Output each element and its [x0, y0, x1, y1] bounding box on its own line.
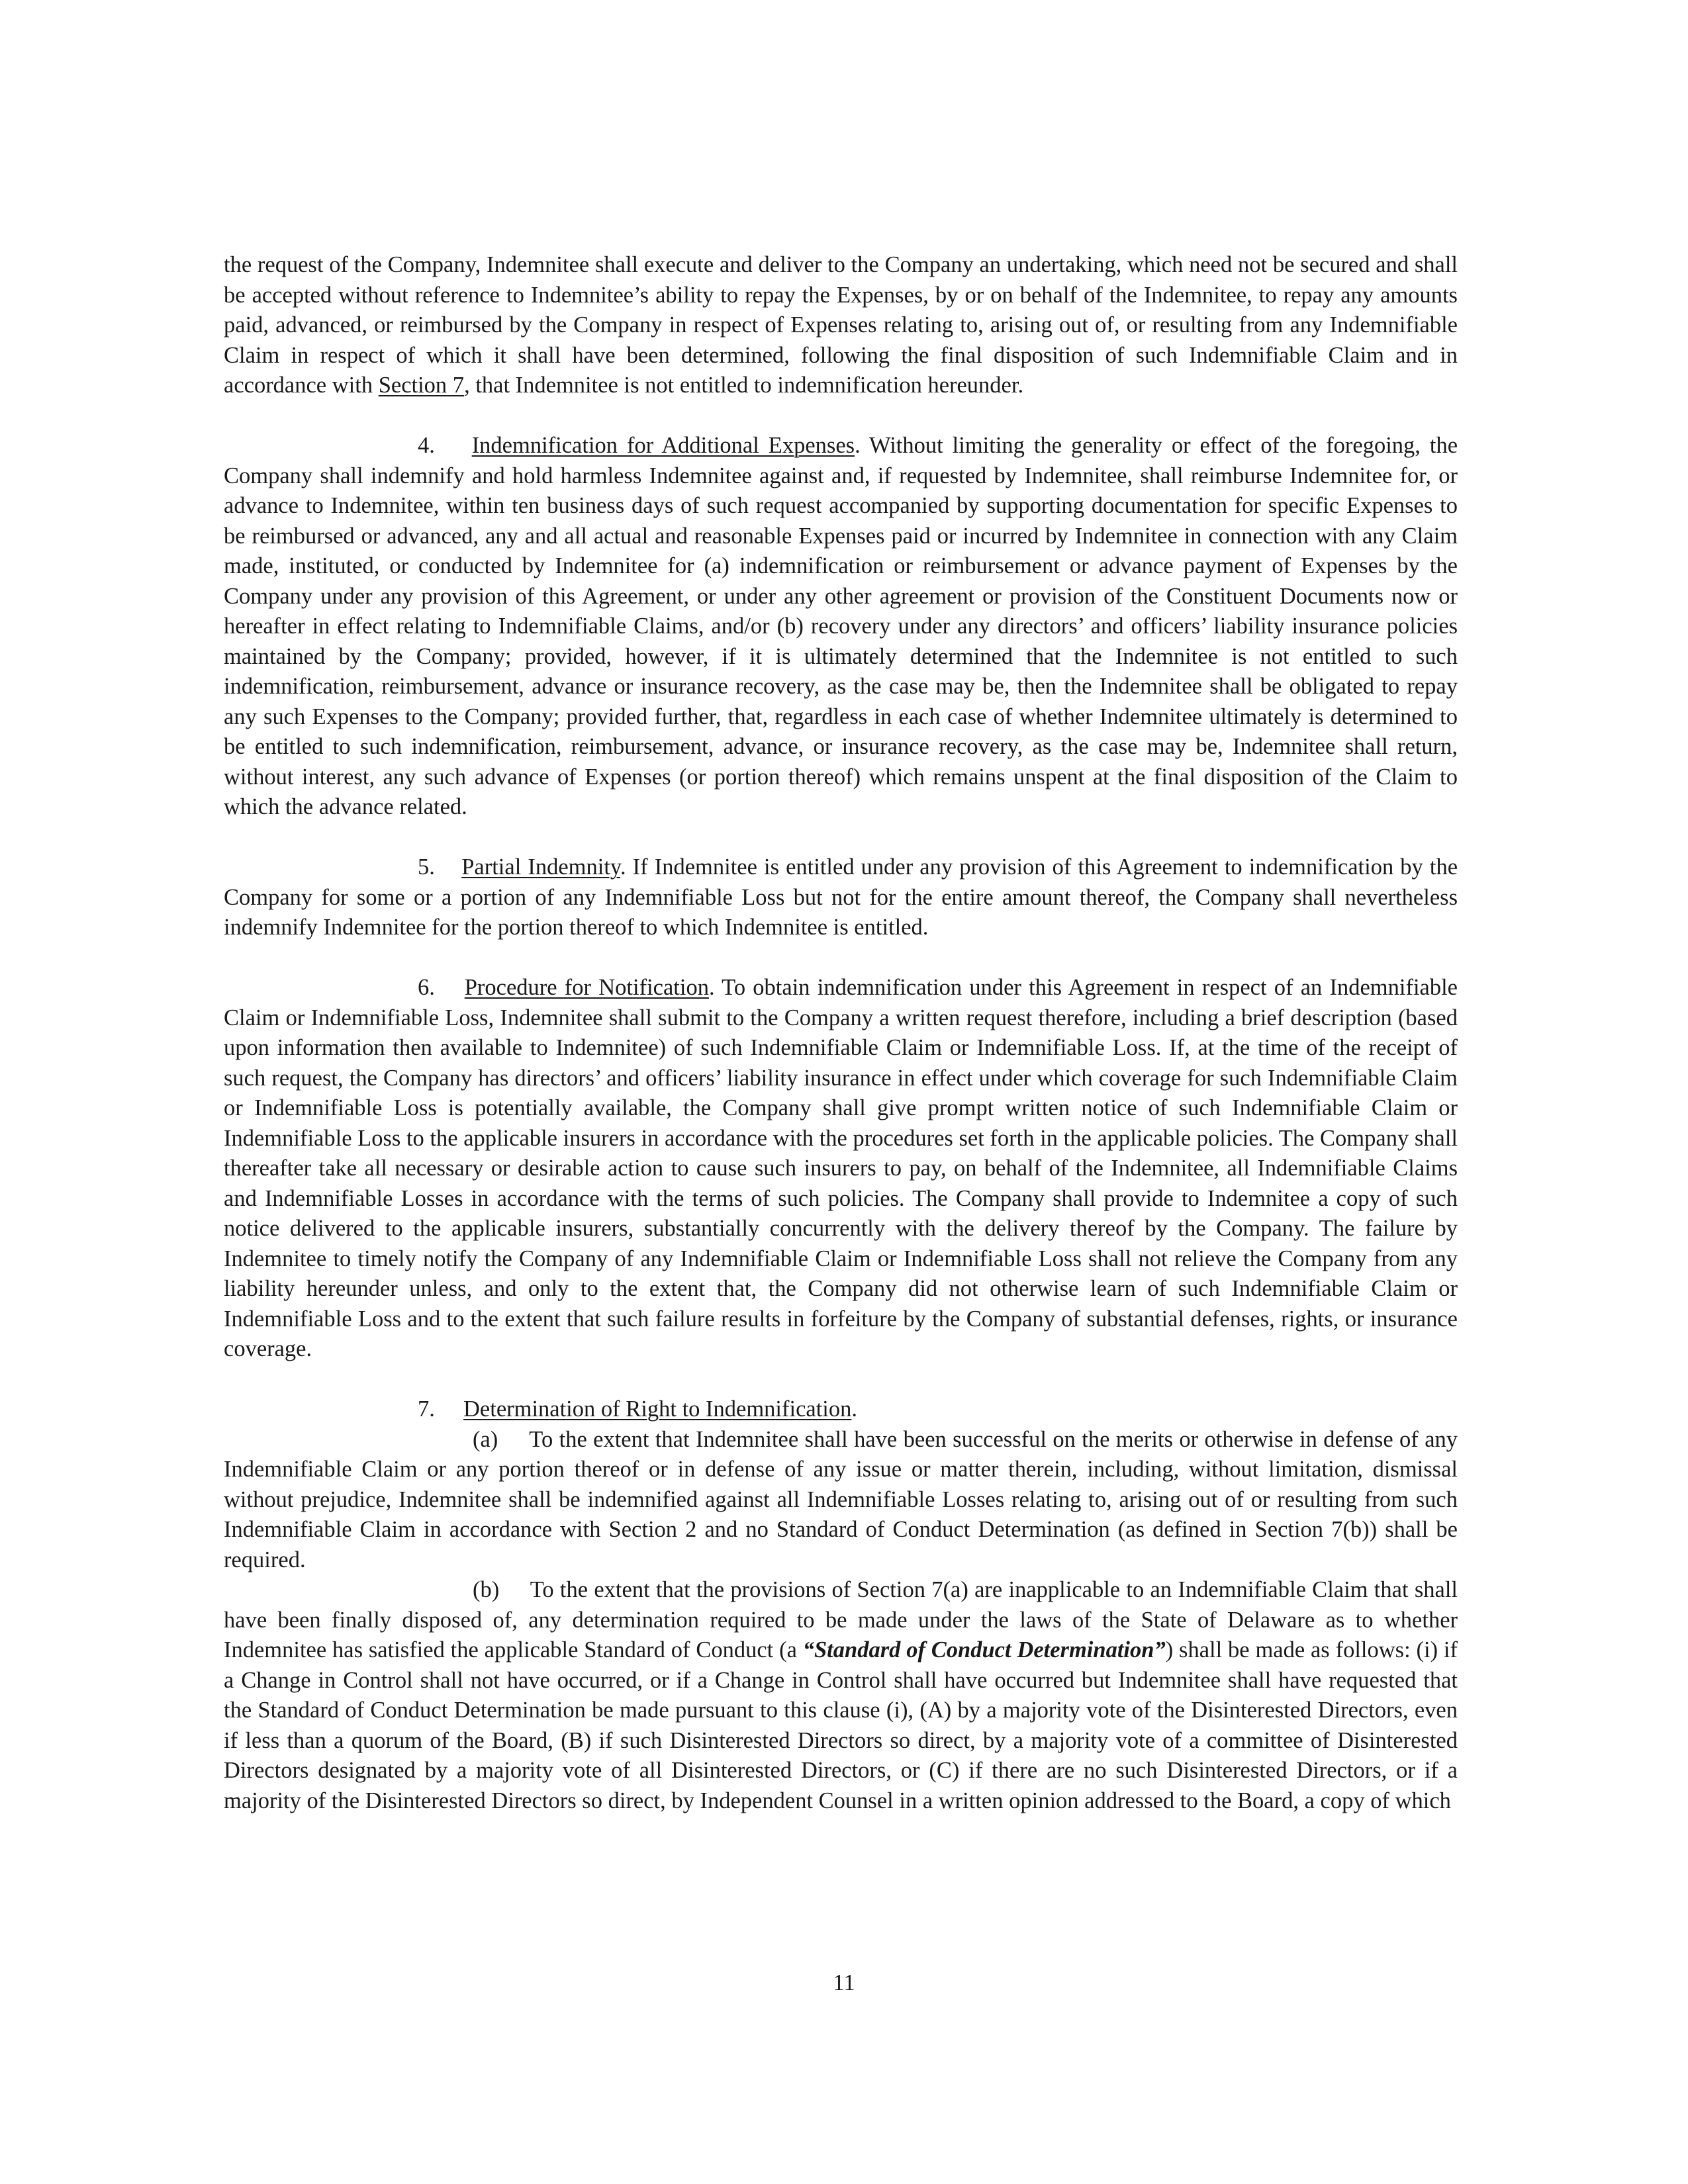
- section-7a-label: (a): [473, 1426, 498, 1452]
- section-7b-text-2: ) shall be made as follows: (i) if a Change in Control shall not have occurred, or if a Change in Control shall have occurred but Indemnitee shall have requested that the Standard of Conduct Determination be made pursuant to this clause (i), (A) by a majority vote of the Disinterested Directors, even if less than a quorum of the Board, (B) if such Disinterested Directors so direct, by a majority vote of a committee of Disinterested Directors designated by a majority vote of all Disinterested Directors, or (C) if there are no such Disinterested Directors, or if a majority of the Disinterested Directors so direct, by Independent Counsel in a written opinion addressed to the Board, a copy of which: [224, 1637, 1458, 1813]
- section-4-number: 4.: [418, 433, 435, 458]
- section-6-number: 6.: [418, 975, 435, 1000]
- section-6-heading: Procedure for Notification: [464, 975, 709, 1000]
- section-7-heading-end: .: [851, 1396, 857, 1422]
- section-6-paragraph: [224, 973, 1458, 1365]
- continued-paragraph-end: , that Indemnitee is not entitled to indemnification hereunder.: [464, 373, 1024, 398]
- section-7-heading-line: [224, 1394, 1458, 1425]
- section-5-paragraph: [224, 852, 1458, 943]
- section-7a-paragraph: [224, 1425, 1458, 1576]
- section-6-text: . To obtain indemnification under this Agreement in respect of an Indemnifiable Claim or Indemnifiable Loss, Indemnitee shall submit to the Company a written request therefore, including a brief description (based upon information then available to Indemnitee) of such Indemnifiable Claim or Indemnifiable Loss. If, at the time of the receipt of such request, the Company has directors’ and officers’ liability insurance in effect under which coverage for such Indemnifiable Claim or Indemnifiable Loss is potentially available, the Company shall give prompt written notice of such Indemnifiable Claim or Indemnifiable Loss to the applicable insurers in accordance with the procedures set forth in the applicable policies. The Company shall thereafter take all necessary or desirable action to cause such insurers to pay, on behalf of the Indemnitee, all Indemnifiable Claims and Indemnifiable Losses in accordance with the terms of such policies. The Company shall provide to Indemnitee a copy of such notice delivered to the applicable insurers, substantially concurrently with the delivery thereof by the Company. The failure by Indemnitee to timely notify the Company of any Indemnifiable Claim or Indemnifiable Loss shall not relieve the Company from any liability hereunder unless, and only to the extent that, the Company did not otherwise learn of such Indemnifiable Claim or Indemnifiable Loss and to the extent that such failure results in forfeiture by the Company of substantial defenses, rights, or insurance coverage.: [224, 975, 1458, 1361]
- section-4-text: . Without limiting the generality or effect of the foregoing, the Company shall indemnify and hold harmless Indemnitee against and, if requested by Indemnitee, shall reimburse Indemnitee for, or advance to Indemnitee, within ten business days of such request accompanied by supporting documentation for specific Expenses to be reimbursed or advanced, any and all actual and reasonable Expenses paid or incurred by Indemnitee in connection with any Claim made, instituted, or conducted by Indemnitee for (a) indemnification or reimbursement or advance payment of Expenses by the Company under any provision of this Agreement, or under any other agreement or provision of the Constituent Documents now or hereafter in effect relating to Indemnifiable Claims, and/or (b) recovery under any directors’ and officers’ liability insurance policies maintained by the Company; provided, however, if it is ultimately determined that the Indemnitee is not entitled to such indemnification, reimbursement, advance or insurance recovery, as the case may be, then the Indemnitee shall be obligated to repay any such Expenses to the Company; provided further, that, regardless in each case of whether Indemnitee ultimately is determined to be entitled to such indemnification, reimbursement, advance, or insurance recovery, as the case may be, Indemnitee shall return, without interest, any such advance of Expenses (or portion thereof) which remains unspent at the final disposition of the Claim to which the advance related.: [224, 433, 1458, 819]
- document-body: [224, 250, 1458, 1816]
- section-7b-label: (b): [473, 1577, 500, 1602]
- section-5-text: . If Indemnitee is entitled under any provision of this Agreement to indemnification by the Company for some or a portion of any Indemnifiable Loss but not for the entire amount thereof, the Company shall nevertheless indemnify Indemnitee for the portion thereof to which Indemnitee is entitled.: [224, 854, 1458, 940]
- section-7b-paragraph: [224, 1575, 1458, 1816]
- section-reference: Section 7: [378, 373, 465, 398]
- continued-paragraph-text: the request of the Company, Indemnitee shall execute and deliver to the Company an undertaking, which need not be secured and shall be accepted without reference to Indemnitee’s ability to repay the Expenses, by or on behalf of the Indemnitee, to repay any amounts paid, advanced, or reimbursed by the Company in respect of Expenses relating to, arising out of, or resulting from any Indemnifiable Claim in respect of which it shall have been determined, following the final disposition of such Indemnifiable Claim and in accordance with: [224, 252, 1458, 398]
- section-7-heading: Determination of Right to Indemnification: [463, 1396, 852, 1422]
- section-4-paragraph: [224, 431, 1458, 823]
- continued-paragraph: [224, 250, 1458, 401]
- section-7b-text-1: To the extent that the provisions of Section 7(a) are inapplicable to an Indemnifiable Claim that shall have been finally disposed of, any determination required to be made under the laws of the State of Delaware as to whether Indemnitee has satisfied the applicable Standard of Conduct (a: [224, 1577, 1458, 1662]
- section-7a-text: To the extent that Indemnitee shall have been successful on the merits or otherwise in defense of any Indemnifiable Claim or any portion thereof or in defense of any issue or matter therein, including, without limitation, dismissal without prejudice, Indemnitee shall be indemnified against all Indemnifiable Losses relating to, arising out of or resulting from such Indemnifiable Claim in accordance with Section 2 and no Standard of Conduct Determination (as defined in Section 7(b)) shall be required.: [224, 1426, 1458, 1572]
- page-number: 11: [833, 1970, 855, 1995]
- section-5-heading: Partial Indemnity: [461, 854, 620, 880]
- defined-term: “Standard of Conduct Determination”: [802, 1637, 1166, 1662]
- section-4-heading: Indemnification for Additional Expenses: [471, 433, 855, 458]
- section-7-number: 7.: [418, 1396, 435, 1422]
- section-5-number: 5.: [418, 854, 435, 880]
